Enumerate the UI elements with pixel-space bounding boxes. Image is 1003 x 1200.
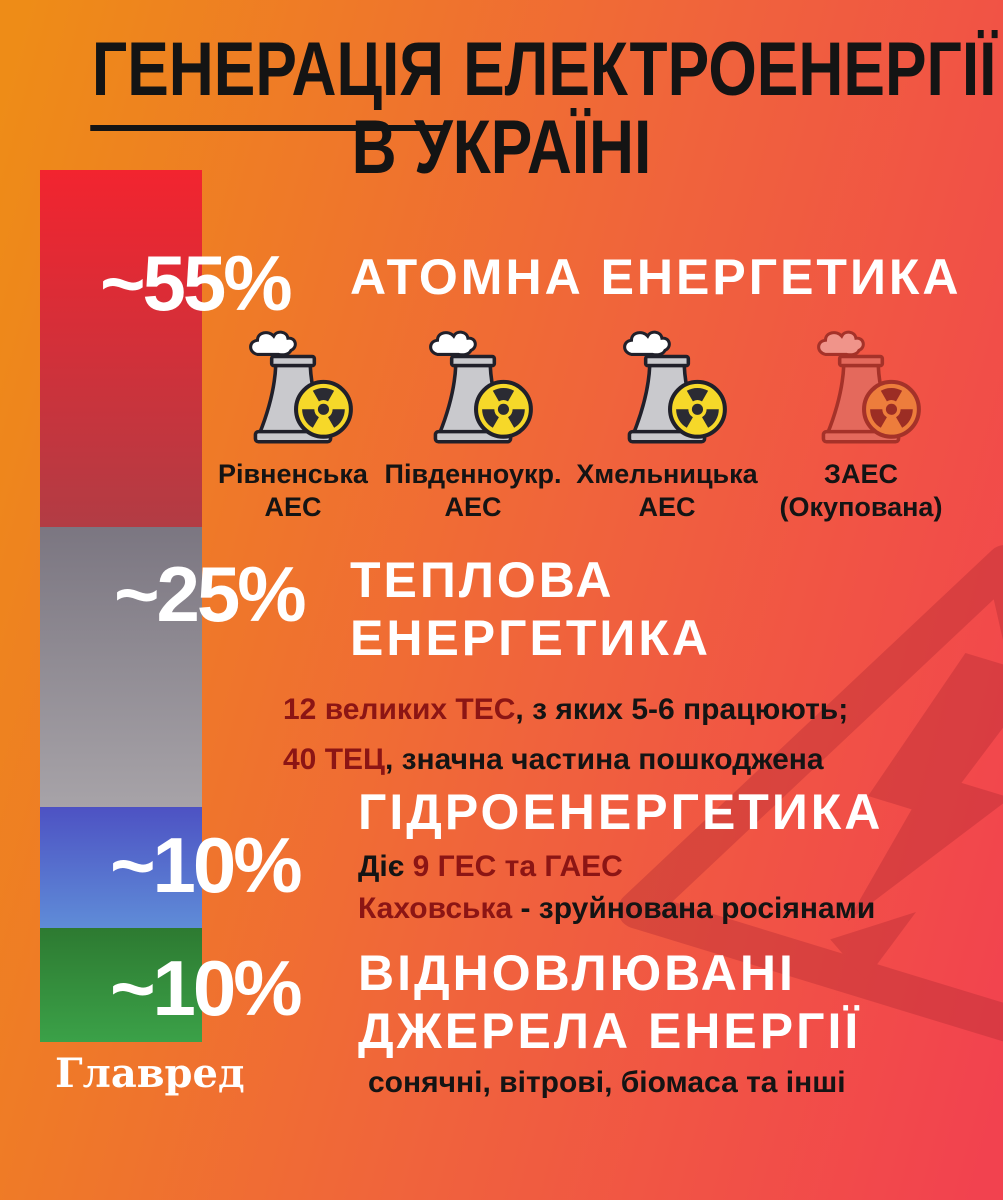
heading-nuclear: АТОМНА ЕНЕРГЕТИКА [350, 249, 962, 305]
plant-label: Хмельницька АЕС [576, 459, 758, 522]
nuclear-plant-icon [227, 330, 359, 452]
nuclear-plant-icon [601, 330, 733, 452]
thermal-details [283, 685, 848, 785]
plant-label: Рівненська АЕС [218, 459, 368, 522]
plant-rivne [193, 330, 393, 524]
thermal-line-1: 12 великих ТЕС, з яких 5-6 працюють; [283, 693, 849, 726]
percent-label-thermal: ~25% [114, 550, 304, 638]
percent-label-renewables: ~10% [110, 944, 300, 1032]
page-title-line2: В УКРАЇНІ [351, 105, 652, 190]
title-underlined-word: ГЕНЕРАЦІЯ [90, 26, 445, 131]
nuclear-plants-row [0, 330, 1003, 530]
nuclear-plant-icon [407, 330, 539, 452]
radiation-icon [864, 382, 919, 437]
renewables-details: сонячні, вітрові, біомаса та інші [368, 1066, 846, 1099]
percent-label-hydro: ~10% [110, 821, 300, 909]
credit-glavred: Главред [55, 1050, 245, 1097]
title-rest: ЕЛЕКТРОЕНЕРГІЇ [445, 27, 997, 112]
thermal-line-2: 40 ТЕЦ, значна частина пошкоджена [283, 743, 824, 776]
hydro-details [358, 846, 875, 930]
hydro-line-1: Діє 9 ГЕС та ГАЕС [358, 850, 623, 883]
radiation-icon [670, 382, 725, 437]
percent-label-nuclear: ~55% [100, 239, 290, 327]
heading-renewables: ВІДНОВЛЮВАНІ ДЖЕРЕЛА ЕНЕРГІЇ [358, 945, 862, 1059]
plant-pivdennoukrainsk [373, 330, 573, 524]
plant-khmelnytsky [567, 330, 767, 524]
nuclear-plant-occupied-icon [795, 330, 927, 452]
radiation-icon [296, 382, 351, 437]
heading-hydro: ГІДРОЕНЕРГЕТИКА [358, 784, 884, 840]
radiation-icon [476, 382, 531, 437]
hydro-line-2: Каховська - зруйнована росіянами [358, 892, 876, 925]
plant-zaporizhzhia-occupied [761, 330, 961, 524]
plant-label: Південноукр. АЕС [384, 459, 562, 522]
plant-label: ЗАЕС (Окупована) [779, 459, 943, 522]
heading-thermal: ТЕПЛОВА ЕНЕРГЕТИКА [350, 552, 711, 666]
